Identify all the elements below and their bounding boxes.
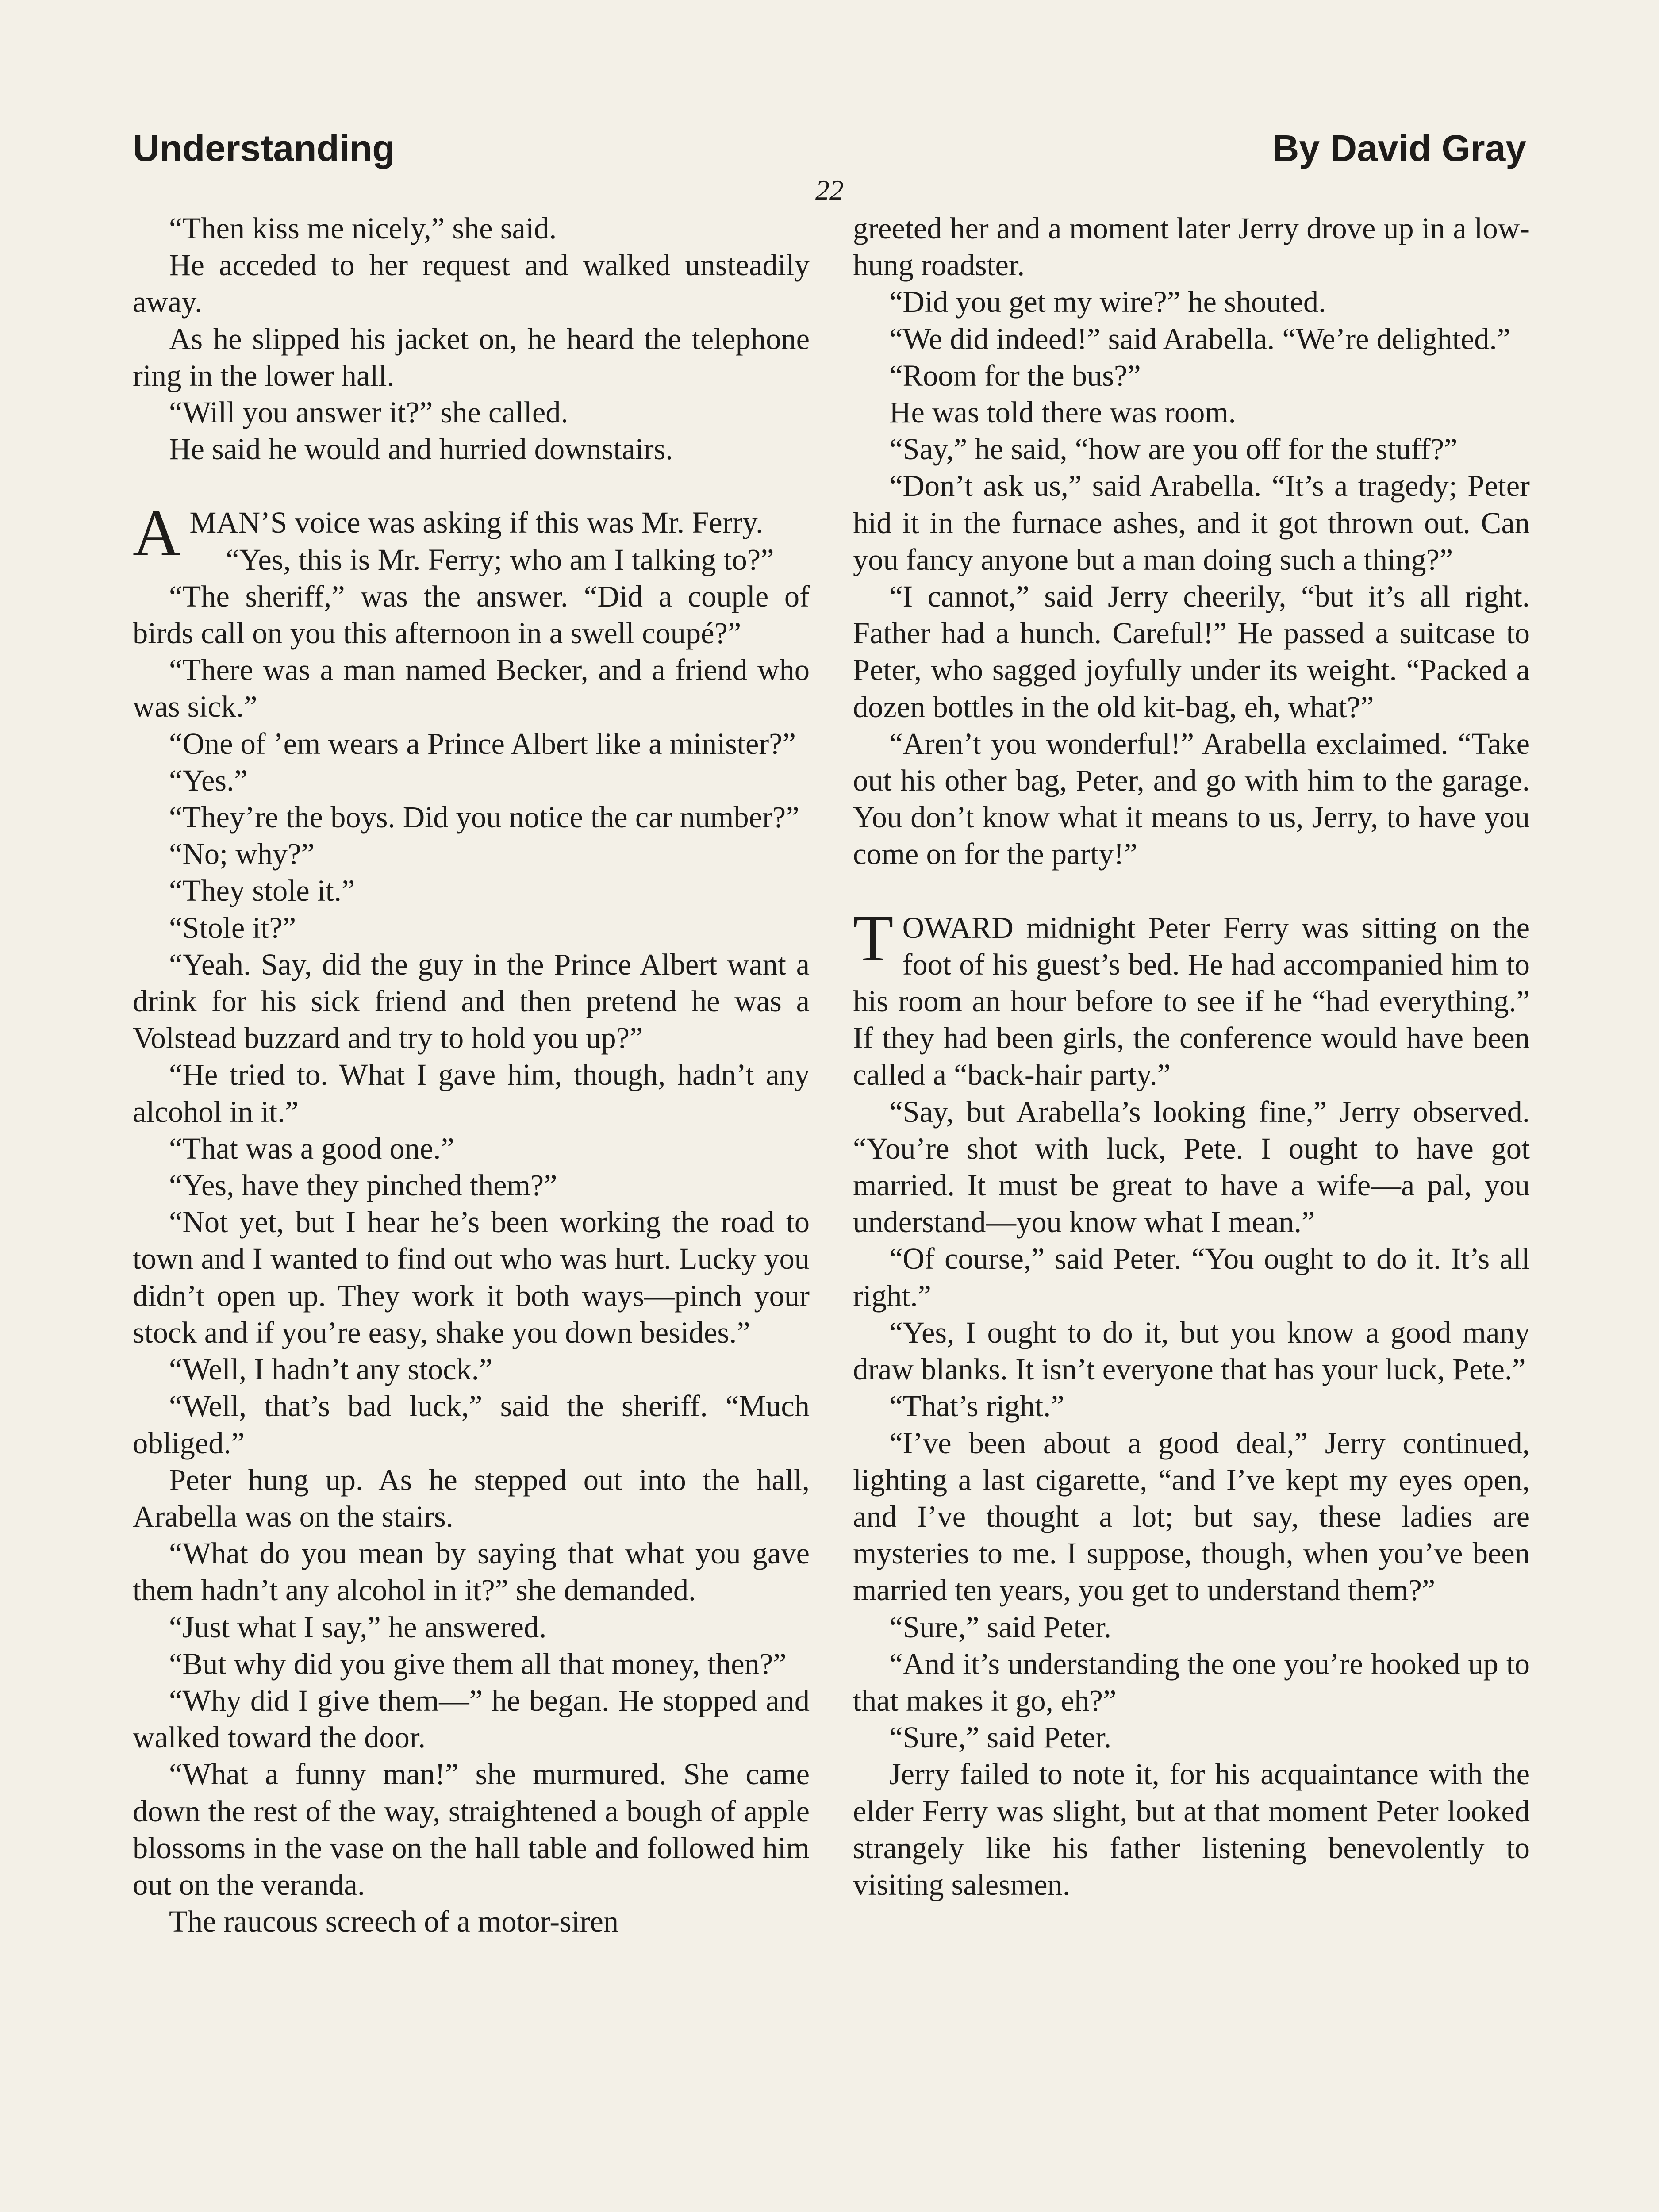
paragraph: “Sure,” said Peter.	[889, 1720, 1112, 1755]
paragraph: The raucous screech of a motor-siren	[169, 1905, 619, 1939]
paragraph: “Stole it?”	[169, 910, 296, 945]
paragraph: “Well, that’s bad luck,” said the sheriff. “Much obliged.”	[133, 1389, 810, 1460]
paragraph: “I’ve been about a good deal,” Jerry continued, lighting a last cigarette, “and I’ve kept my eyes open, and I’ve thought a lot; but say, these ladies are mysteries to me. I suppose, though, when you’ve been married ten years, you get to understand them?”	[853, 1426, 1530, 1607]
paragraph: “I cannot,” said Jerry cheerily, “but it’s all right. Father had a hunch. Careful!” He passed a suitcase to Peter, who sagged joyfully under its weight. “Packed a dozen bottles in the old kit-bag, eh, what?”	[853, 580, 1530, 724]
story-title: Understanding	[133, 127, 395, 169]
drop-cap: T	[853, 901, 894, 975]
paragraph: “Just what I say,” he answered.	[169, 1610, 547, 1644]
right-column	[853, 210, 1530, 1903]
paragraph: “Sure,” said Peter.	[889, 1610, 1112, 1644]
paragraph: “Why did I give them—” he began. He stopped and walked toward the door.	[133, 1683, 810, 1755]
page-number: 22	[815, 174, 844, 206]
left-column	[133, 210, 810, 1940]
page-header	[133, 119, 1526, 177]
paragraph: “Don’t ask us,” said Arabella. “It’s a tragedy; Peter hid it in the furnace ashes, and it got thrown out. Can you fancy anyone but a man doing such a thing?”	[853, 469, 1530, 576]
drop-cap: A	[133, 496, 181, 570]
paragraph: “Aren’t you wonderful!” Arabella exclaimed. “Take out his other bag, Peter, and go with him to the garage. You don’t know what it means to us, Jerry, to have you come on for the party!”	[853, 726, 1530, 871]
paragraph: “Not yet, but I hear he’s been working the road to town and I wanted to find out who was hurt. Lucky you didn’t open up. They work it both ways—pinch your stock and if you’re easy, shake you down besides.”	[133, 1205, 810, 1349]
paragraph: He was told there was room.	[889, 396, 1236, 430]
paragraph: “One of ’em wears a Prince Albert like a minister?”	[169, 726, 796, 760]
paragraph: “No; why?”	[169, 837, 315, 871]
paragraph: “Say,” he said, “how are you off for the stuff?”	[889, 432, 1458, 466]
paragraph: “That was a good one.”	[169, 1131, 454, 1165]
paragraph: “Of course,” said Peter. “You ought to do it. It’s all right.”	[853, 1242, 1530, 1313]
paragraph: “Then kiss me nicely,” she said.	[169, 211, 557, 245]
paragraph: “Yes, I ought to do it, but you know a good many draw blanks. It isn’t everyone that has your luck, Pete.”	[853, 1315, 1530, 1386]
paragraph: “Yes, this is Mr. Ferry; who am I talking to?”	[226, 542, 774, 576]
paragraph: Peter hung up. As he stepped out into the hall, Arabella was on the stairs.	[133, 1463, 810, 1533]
section-opening-text: MAN’S voice was asking if this was Mr. Ferry.	[189, 506, 764, 540]
paragraph-continued: greeted her and a moment later Jerry drove up in a low-hung roadster.	[853, 211, 1530, 282]
paragraph: “Yeah. Say, did the guy in the Prince Albert want a drink for his sick friend and then pretend he was a Volstead buzzard and try to hold you up?”	[133, 947, 810, 1055]
paragraph: “Well, I hadn’t any stock.”	[169, 1352, 493, 1386]
paragraph: “That’s right.”	[889, 1389, 1064, 1423]
paragraph: “What a funny man!” she murmured. She came down the rest of the way, straightened a bough of apple blossoms in the vase on the hall table and followed him out on the veranda.	[133, 1757, 810, 1901]
section-opening-paragraph	[853, 901, 1530, 1094]
paragraph: “We did indeed!” said Arabella. “We’re delighted.”	[889, 322, 1510, 356]
paragraph: As he slipped his jacket on, he heard the telephone ring in the lower hall.	[133, 322, 810, 392]
paragraph: “Did you get my wire?” he shouted.	[889, 285, 1326, 319]
paragraph: “Yes.”	[169, 763, 248, 797]
paragraph: “Say, but Arabella’s looking fine,” Jerry observed. “You’re shot with luck, Pete. I ought to have got married. It must be great to have a wife—a pal, you understand—you know what I mean.”	[853, 1094, 1530, 1239]
paragraph: “Will you answer it?” she called.	[169, 396, 568, 430]
paragraph: “But why did you give them all that money, then?”	[169, 1647, 787, 1681]
author-byline: By David Gray	[1272, 127, 1526, 169]
paragraph: “There was a man named Becker, and a friend who was sick.”	[133, 653, 810, 724]
paragraph: Jerry failed to note it, for his acquaintance with the elder Ferry was slight, but at that moment Peter looked strangely like his father listening benevolently to visiting salesmen.	[853, 1757, 1530, 1901]
paragraph: “Room for the bus?”	[889, 358, 1141, 392]
paragraph: “They’re the boys. Did you notice the car number?”	[169, 800, 799, 834]
paragraph: “He tried to. What I gave him, though, hadn’t any alcohol in it.”	[133, 1058, 810, 1129]
section-opening-text: OWARD midnight Peter Ferry was sitting on the foot of his guest’s bed. He had accompanied him to his room an hour before to see if he “had everything.” If they had been girls, the conference would have been called a “back-hair party.”	[853, 910, 1530, 1092]
paragraph: “And it’s understanding the one you’re hooked up to that makes it go, eh?”	[853, 1647, 1530, 1717]
paragraph: “What do you mean by saying that what you gave them hadn’t any alcohol in it?” she demanded.	[133, 1536, 810, 1607]
paragraph: “Yes, have they pinched them?”	[169, 1168, 557, 1202]
paragraph: He said he would and hurried downstairs.	[169, 432, 673, 466]
paragraph: “They stole it.”	[169, 874, 355, 908]
paragraph: He acceded to her request and walked unsteadily away.	[133, 248, 810, 319]
paragraph: “The sheriff,” was the answer. “Did a couple of birds call on you this afternoon in a swell coupé?”	[133, 579, 810, 650]
